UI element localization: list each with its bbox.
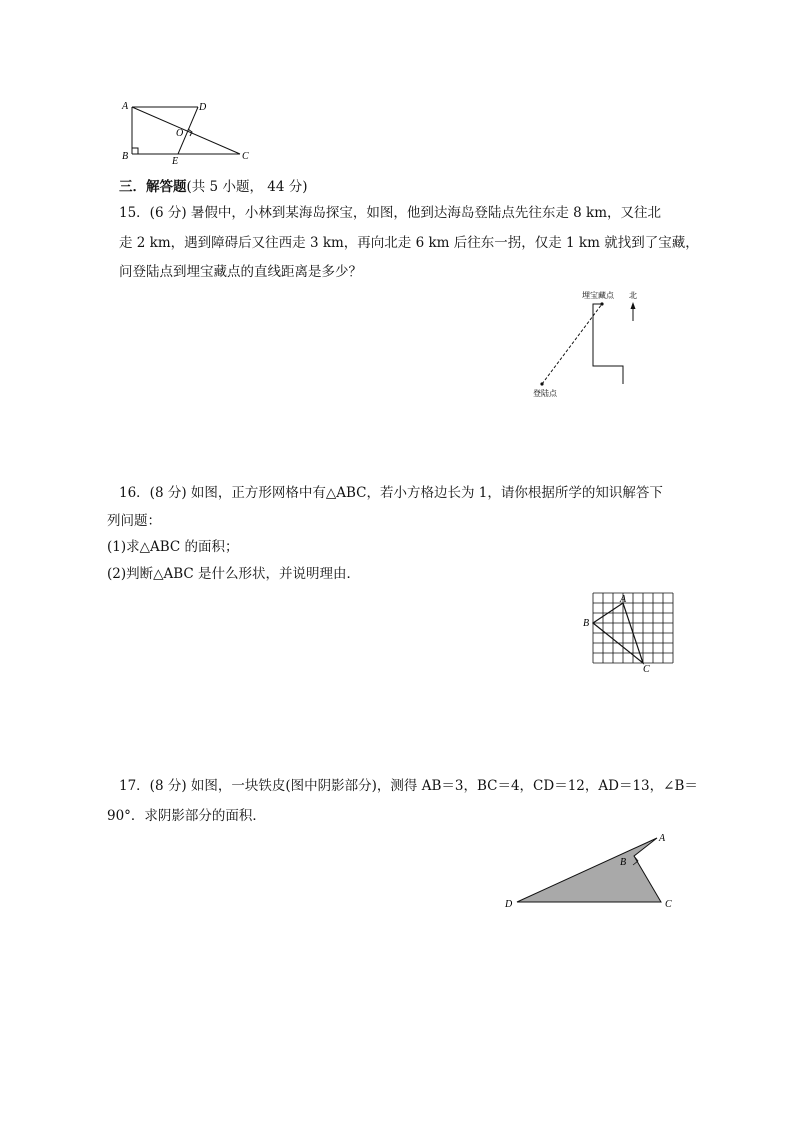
q16-line2: 列问题：	[107, 513, 161, 529]
label-d: D	[199, 102, 207, 113]
q15-line1: 15．(6 分) 暑假中，小林到某海岛探宝，如图，他到达海岛登陆点先往东走 8 km，又往北	[119, 205, 662, 221]
label-o: O	[176, 128, 184, 139]
label-c: C	[242, 151, 249, 162]
label-a: A	[659, 833, 666, 844]
label-b: B	[583, 618, 590, 629]
label-north: 北	[629, 291, 637, 300]
q15-line2: 走 2 km，遇到障碍后又往西走 3 km，再向北走 6 km 后往东一拐，仅走 1 km 就找到了宝藏，	[119, 235, 699, 251]
label-c: C	[665, 899, 672, 910]
figure-q14	[115, 96, 265, 168]
label-b: B	[122, 151, 129, 162]
figure-q16-grid	[580, 588, 680, 676]
q16-item2: (2)判断△ABC 是什么形状，并说明理由．	[107, 566, 361, 582]
q17-line1: 17．(8 分) 如图，一块铁皮(图中阴影部分)，测得 AB＝3，BC＝4，CD＝12，AD＝13，∠B＝	[119, 778, 698, 794]
q16-line1: 16．(8 分) 如图，正方形网格中有△ABC，若小方格边长为 1，请你根据所学的知识解答下	[119, 485, 663, 501]
label-a: A	[122, 101, 129, 112]
section-title: 三．解答题	[119, 179, 187, 195]
q17-line2: 90°．求阴影部分的面积．	[107, 808, 266, 824]
section-heading	[119, 177, 307, 197]
q16-item1: (1)求△ABC 的面积；	[107, 539, 239, 555]
q15-line3: 问登陆点到埋宝藏点的直线距离是多少？	[119, 264, 362, 280]
label-a: A	[620, 594, 627, 605]
label-landing: 登陆点	[533, 389, 557, 398]
figure-q15-path	[525, 284, 665, 404]
label-d: D	[505, 899, 513, 910]
figure-q17-shape	[500, 828, 690, 918]
label-c: C	[643, 664, 650, 675]
label-b: B	[620, 857, 627, 868]
label-treasure: 埋宝藏点	[582, 291, 614, 300]
label-e: E	[172, 156, 179, 167]
section-detail: (共 5 小题， 44 分)	[186, 179, 308, 195]
